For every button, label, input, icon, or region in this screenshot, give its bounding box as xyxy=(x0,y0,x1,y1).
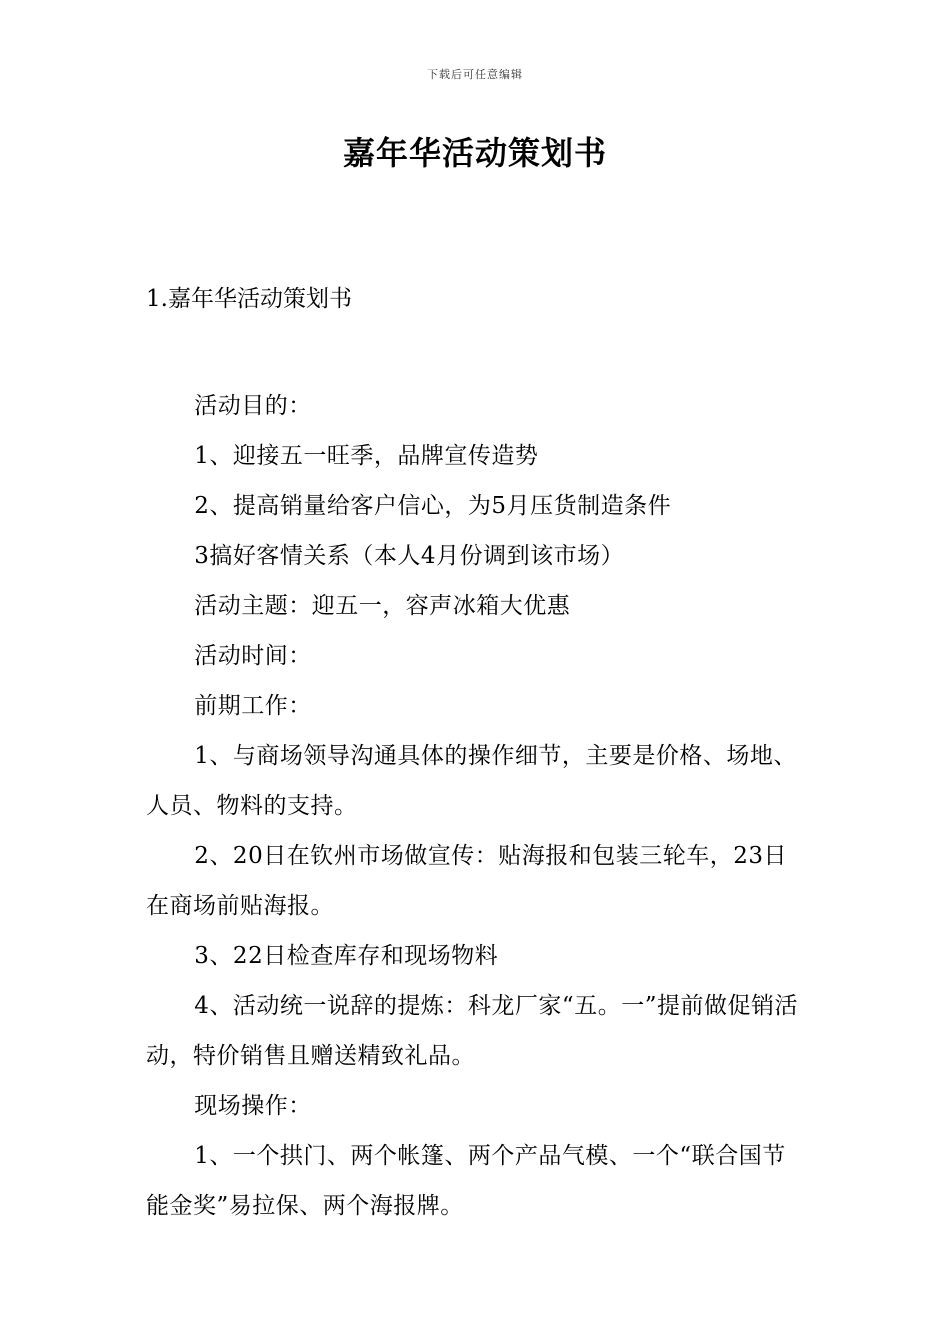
document-body xyxy=(146,381,806,1231)
paragraph: 3、22日检查库存和现场物料 xyxy=(194,943,499,969)
paragraph: 2、提高销量给客户信心，为5月压货制造条件 xyxy=(194,493,672,519)
paragraph: 活动目的： xyxy=(194,393,312,419)
section-heading: 1.嘉年华活动策划书 xyxy=(146,286,352,312)
paragraph: 4、活动统一说辞的提炼：科龙厂家“五。一”提前做促销活动，特价销售且赠送精致礼品。 xyxy=(146,993,798,1069)
document-title: 嘉年华活动策划书 xyxy=(342,134,607,172)
header-note: 下载后可任意编辑 xyxy=(427,68,523,81)
paragraph: 活动主题：迎五一，容声冰箱大优惠 xyxy=(194,593,571,619)
paragraph: 1、与商场领导沟通具体的操作细节，主要是价格、场地、人员、物料的支持。 xyxy=(146,743,797,819)
paragraph: 1、迎接五一旺季，品牌宣传造势 xyxy=(194,443,539,469)
paragraph: 前期工作： xyxy=(194,693,312,719)
paragraph: 3搞好客情关系（本人4月份调到该市场） xyxy=(194,543,625,569)
paragraph: 活动时间： xyxy=(194,643,312,669)
paragraph: 现场操作： xyxy=(194,1093,312,1119)
paragraph: 1、一个拱门、两个帐篷、两个产品气模、一个“联合国节能金奖”易拉保、两个海报牌。 xyxy=(146,1143,786,1219)
paragraph: 2、20日在钦州市场做宣传：贴海报和包装三轮车，23日在商场前贴海报。 xyxy=(146,843,787,919)
